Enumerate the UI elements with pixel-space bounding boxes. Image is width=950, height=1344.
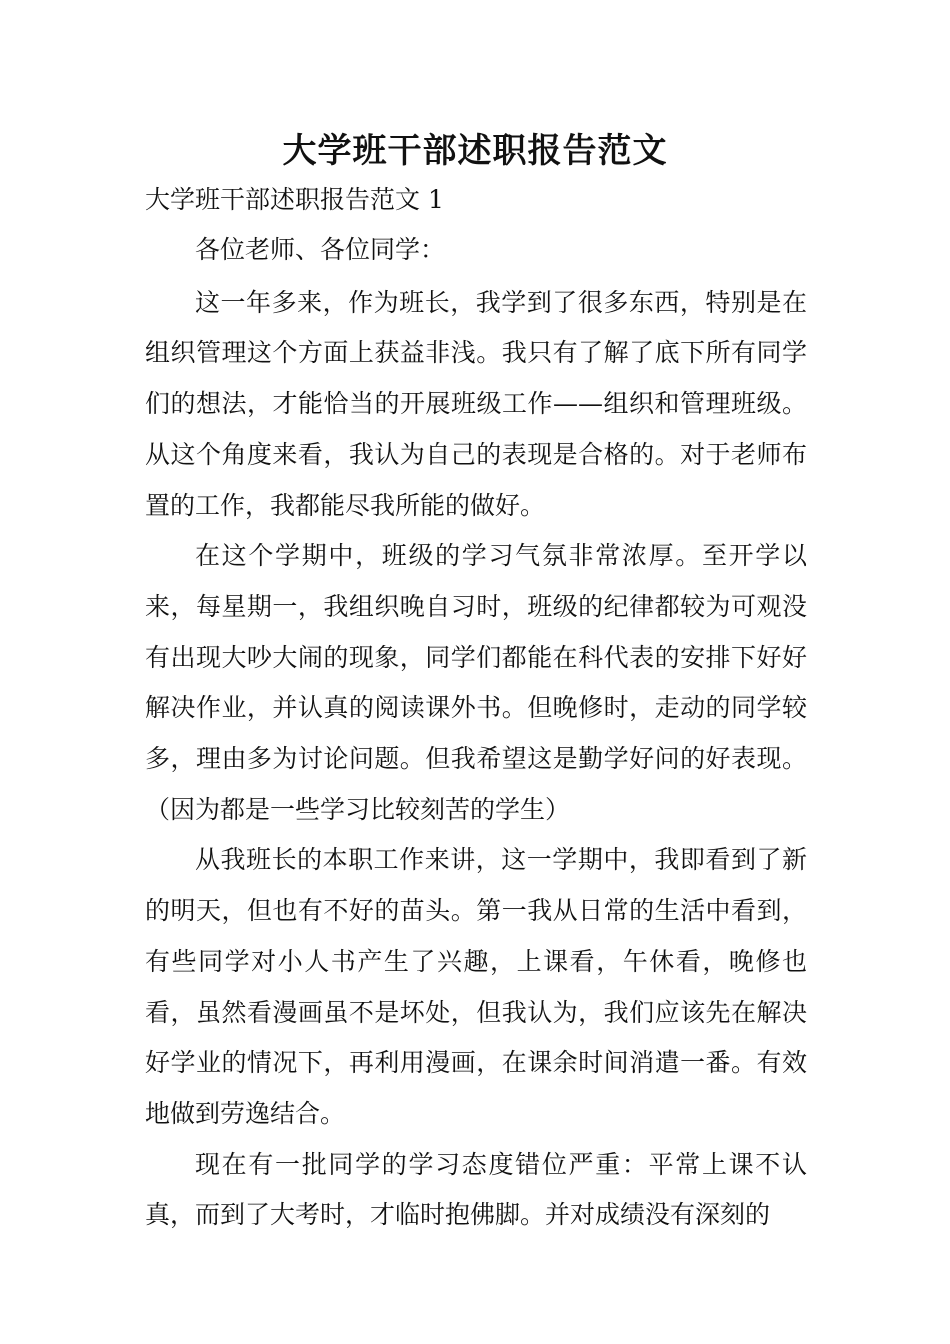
paragraph: 现在有一批同学的学习态度错位严重：平常上课不认真，而到了大考时，才临时抱佛脚。并对成绩没有深刻的 (145, 1149, 807, 1230)
greeting-line: 各位老师、各位同学： (195, 235, 446, 264)
paragraph: 在这个学期中，班级的学习气氛非常浓厚。至开学以来，每星期一，我组织晚自习时，班级的纪律都较为可观没有出现大吵大闹的现象，同学们都能在科代表的安排下好好解决作业，并认真的阅读课外书。但晚修时，走动的同学较多，理由多为讨论问题。但我希望这是勤学好问的好表现。（因为都是一些学习比较刻苦的学生） (145, 541, 807, 824)
document-subtitle: 大学班干部述职报告范文 1 (145, 185, 444, 214)
document-body (145, 225, 807, 1241)
paragraph: 这一年多来，作为班长，我学到了很多东西，特别是在组织管理这个方面上获益非浅。我只有了解了底下所有同学们的想法，才能恰当的开展班级工作——组织和管理班级。从这个角度来看，我认为自己的表现是合格的。对于老师布置的工作，我都能尽我所能的做好。 (145, 287, 807, 520)
document-title: 大学班干部述职报告范文 (282, 131, 668, 171)
paragraph: 从我班长的本职工作来讲，这一学期中，我即看到了新的明天，但也有不好的苗头。第一我从日常的生活中看到，有些同学对小人书产生了兴趣，上课看，午休看，晚修也看，虽然看漫画虽不是坏处，但我认为，我们应该先在解决好学业的情况下，再利用漫画，在课余时间消遣一番。有效地做到劳逸结合。 (145, 845, 807, 1128)
